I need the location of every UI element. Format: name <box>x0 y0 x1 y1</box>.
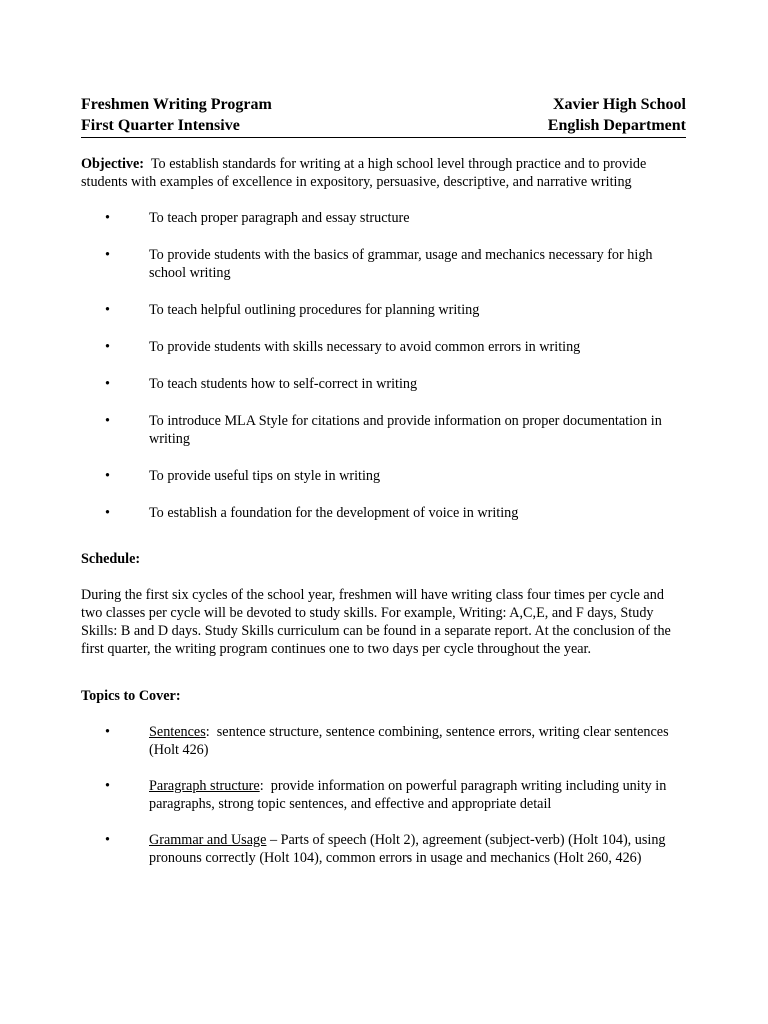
bullet-icon: • <box>105 505 110 521</box>
quarter-title: First Quarter Intensive <box>81 117 240 134</box>
objective-item-text: To provide useful tips on style in writing <box>149 468 381 484</box>
bullet-icon: • <box>105 413 110 429</box>
objective-item-text: To teach proper paragraph and essay structure <box>149 210 410 226</box>
bullet-icon: • <box>105 778 110 794</box>
topic-separator: : <box>259 778 271 794</box>
list-item <box>81 412 686 448</box>
schedule-heading: Schedule: <box>81 551 141 567</box>
topics-heading: Topics to Cover: <box>81 688 181 704</box>
header-divider <box>81 137 686 138</box>
objective-item-text: To introduce MLA Style for citations and provide information on proper documentation in writing <box>149 413 662 447</box>
list-item <box>81 338 686 356</box>
objectives-list <box>81 209 686 522</box>
list-item <box>81 246 686 282</box>
objective-item-text: To teach students how to self-correct in writing <box>149 376 418 392</box>
bullet-icon: • <box>105 302 110 318</box>
objective-item-text: To provide students with skills necessary to avoid common errors in writing <box>149 339 581 355</box>
topic-title: Sentences <box>149 724 206 740</box>
topic-title: Grammar and Usage <box>149 832 267 848</box>
topic-text: provide information on powerful paragraph writing including unity in paragraphs, strong topic sentences, and effective and appropriate detail <box>149 778 667 812</box>
objective-item-text: To establish a foundation for the development of voice in writing <box>149 505 519 521</box>
bullet-icon: • <box>105 247 110 263</box>
list-item <box>81 301 686 319</box>
schedule-paragraph: During the first six cycles of the school year, freshmen will have writing class four times per cycle and two classes per cycle will be devoted to study skills. For example, Writing: A,C,E, and F days, Study Skills: B and D days. Study Skills curriculum can be found in a separate report. At the conclusion of the first quarter, the writing program continues one to two days per cycle throughout the year. <box>81 587 671 657</box>
list-item <box>81 375 686 393</box>
bullet-icon: • <box>105 724 110 740</box>
header-row-1 <box>81 94 686 115</box>
topic-text: Parts of speech (Holt 2), agreement (subject-verb) (Holt 104), using pronouns correctly (Holt 104), common errors in usage and mechanics (Holt 260, 426) <box>149 832 666 866</box>
objective-item-text: To teach helpful outlining procedures for planning writing <box>149 302 480 318</box>
objective-label: Objective: <box>81 156 145 172</box>
list-item <box>81 831 686 867</box>
list-item <box>81 723 686 759</box>
program-title: Freshmen Writing Program <box>81 96 272 113</box>
list-item <box>81 209 686 227</box>
topics-list <box>81 723 686 867</box>
topic-separator: – <box>266 832 281 848</box>
list-item <box>81 504 686 522</box>
topic-separator: : <box>205 724 217 740</box>
department-name: English Department <box>547 117 686 134</box>
bullet-icon: • <box>105 468 110 484</box>
objective-text: To establish standards for writing at a high school level through practice and to provide students with examples of excellence in expository, persuasive, descriptive, and narrative writing <box>81 156 647 190</box>
header-row-2 <box>81 115 686 136</box>
topic-text: sentence structure, sentence combining, sentence errors, writing clear sentences (Holt 426) <box>149 724 669 758</box>
school-name: Xavier High School <box>552 96 686 113</box>
objective-item-text: To provide students with the basics of grammar, usage and mechanics necessary for high school writing <box>149 247 653 281</box>
bullet-icon: • <box>105 376 110 392</box>
objective-paragraph <box>81 155 686 191</box>
topic-title: Paragraph structure <box>149 778 260 794</box>
bullet-icon: • <box>105 210 110 226</box>
list-item <box>81 777 686 813</box>
bullet-icon: • <box>105 339 110 355</box>
document-page <box>81 94 686 867</box>
list-item <box>81 467 686 485</box>
bullet-icon: • <box>105 832 110 848</box>
